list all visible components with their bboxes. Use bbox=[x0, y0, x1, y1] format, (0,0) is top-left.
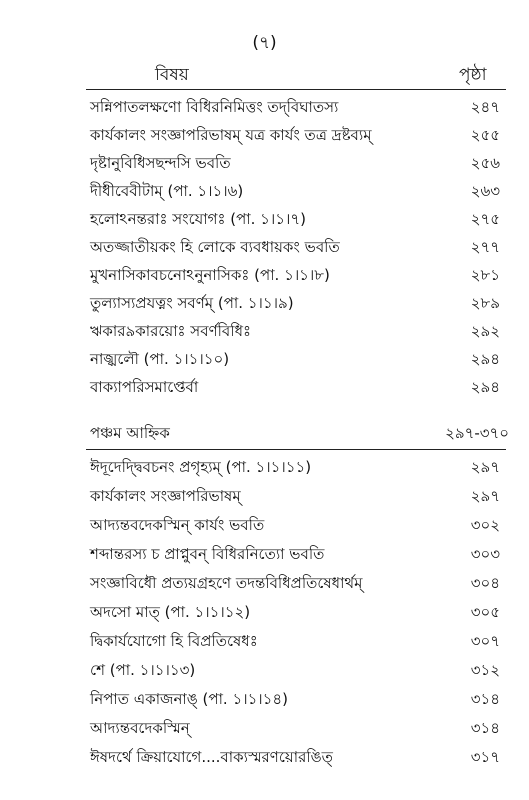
entry-topic: শে (পা. ১।১।১৩) bbox=[90, 661, 196, 679]
toc-entry bbox=[0, 236, 529, 264]
entry-page: ২৯২ bbox=[470, 322, 500, 340]
entry-page: ২৭৫ bbox=[470, 210, 500, 228]
entry-page: ২৯৭ bbox=[470, 458, 500, 476]
entry-page: ৩১৪ bbox=[470, 690, 500, 708]
entry-page: ২৭৭ bbox=[470, 238, 500, 256]
entry-page: ২৫৫ bbox=[470, 126, 500, 144]
entry-topic: দ্বিকার্যযোগো হি বিপ্রতিষেধঃ bbox=[90, 632, 258, 650]
entry-page: ৩০৩ bbox=[470, 545, 500, 563]
toc-entry bbox=[0, 348, 529, 376]
entry-topic: ঋকার৯কারয়োঃ সবর্ণবিধিঃ bbox=[90, 322, 251, 340]
entry-page: ৩০৫ bbox=[470, 603, 500, 621]
toc-entry bbox=[0, 96, 529, 124]
toc-entry bbox=[0, 292, 529, 320]
toc-entry bbox=[0, 601, 529, 629]
entry-topic: আদ্যন্তবদেকস্মিন্ bbox=[90, 719, 190, 737]
entry-page: ২৪৭ bbox=[470, 98, 500, 116]
toc-entry bbox=[0, 717, 529, 745]
entry-topic: কার্যকালং সংজ্ঞাপরিভাষম্ bbox=[90, 487, 241, 505]
entry-topic: সন্নিপাতলক্ষণো বিধিরনিমিত্তং তদ্‌বিঘাতস্য bbox=[90, 98, 339, 116]
entry-topic: সংজ্ঞাবিধৌ প্রত্যয়গ্রহণে তদন্তবিধিপ্রতিষেধার্থম্ bbox=[90, 574, 363, 592]
entry-topic: অতজ্জাতীয়কং হি লোকে ব্যবধায়কং ভবতি bbox=[90, 238, 340, 256]
toc-entry bbox=[0, 688, 529, 716]
toc-entry bbox=[0, 746, 529, 774]
toc-entry bbox=[0, 456, 529, 484]
toc-entry bbox=[0, 485, 529, 513]
entry-topic: কার্যকালং সংজ্ঞাপরিভাষম্ যত্র কার্যং তত্র দ্রষ্টব্যম্ bbox=[90, 126, 372, 144]
entry-page: ২৮১ bbox=[470, 266, 500, 284]
section-title: পঞ্চম আহ্নিক bbox=[90, 424, 170, 442]
entry-topic: হলোঽনন্তরাঃ সংযোগঃ (পা. ১।১।৭) bbox=[90, 210, 306, 228]
entry-page: ৩০৪ bbox=[470, 574, 500, 592]
header-divider bbox=[86, 89, 506, 90]
toc-entry bbox=[0, 630, 529, 658]
entry-topic: দৃষ্টানুবিধিসছন্দসি ভবতি bbox=[90, 154, 231, 172]
entry-topic: নিপাত একাজনাঙ্ (পা. ১।১।১৪) bbox=[90, 690, 288, 708]
column-headers bbox=[0, 62, 529, 90]
entry-topic: নাজ্ঝলৌ (পা. ১।১।১০) bbox=[90, 350, 230, 368]
entry-topic: বাক্যাপরিসমাপ্তের্বা bbox=[90, 378, 199, 396]
page-number: (৭) bbox=[252, 33, 277, 53]
toc-entry bbox=[0, 320, 529, 348]
entry-page: ৩০২ bbox=[470, 516, 500, 534]
entry-page: ৩০৭ bbox=[470, 632, 500, 650]
topic-column-header: বিষয় bbox=[155, 65, 189, 85]
entry-page: ২৯৪ bbox=[470, 350, 500, 368]
entry-page: ৩১২ bbox=[470, 661, 500, 679]
toc-entry bbox=[0, 264, 529, 292]
entry-page: ২৮৯ bbox=[470, 294, 500, 312]
entry-topic: তুল্যাস্যপ্রযত্নং সবর্ণম্ (পা. ১।১।৯) bbox=[90, 294, 294, 312]
entry-page: ২৫৬ bbox=[470, 154, 500, 172]
entry-topic: অদসো মাত্ (পা. ১।১।১২) bbox=[90, 603, 251, 621]
section-heading bbox=[0, 422, 529, 450]
entry-page: ২৬৩ bbox=[470, 182, 500, 200]
entry-topic: দীধীবেবীটাম্ (পা. ১।১।৬) bbox=[90, 182, 244, 200]
toc-entry bbox=[0, 180, 529, 208]
section-page-range: ২৯৭-৩৭০ bbox=[445, 424, 509, 442]
section-divider bbox=[86, 449, 506, 450]
toc-entry bbox=[0, 572, 529, 600]
toc-entry bbox=[0, 514, 529, 542]
toc-entry bbox=[0, 208, 529, 236]
entry-topic: আদ্যন্তবদেকস্মিন্ কার্যং ভবতি bbox=[90, 516, 265, 534]
toc-entry bbox=[0, 152, 529, 180]
entry-topic: মুখনাসিকাবচনোঽনুনাসিকঃ (পা. ১।১।৮) bbox=[90, 266, 330, 284]
toc-entry bbox=[0, 543, 529, 571]
entry-topic: ঈষদর্থে ক্রিয়াযোগে....বাক্যস্মরণয়োরঙিত্ bbox=[90, 748, 333, 766]
entry-page: ২৯৭ bbox=[470, 487, 500, 505]
entry-page: ৩১৭ bbox=[470, 748, 500, 766]
toc-entry bbox=[0, 376, 529, 404]
page-column-header: পৃষ্ঠা bbox=[459, 65, 487, 85]
entry-page: ৩১৪ bbox=[470, 719, 500, 737]
toc-entry bbox=[0, 659, 529, 687]
entry-topic: ঈদূদেদ্দ্বিবচনং প্রগৃহ্যম্ (পা. ১।১।১১) bbox=[90, 458, 312, 476]
entry-page: ২৯৪ bbox=[470, 378, 500, 396]
entry-topic: শব্দান্তরস্য চ প্রাপ্নুবন্ বিধিরনিত্যো ভবতি bbox=[90, 545, 325, 563]
toc-entry bbox=[0, 124, 529, 152]
